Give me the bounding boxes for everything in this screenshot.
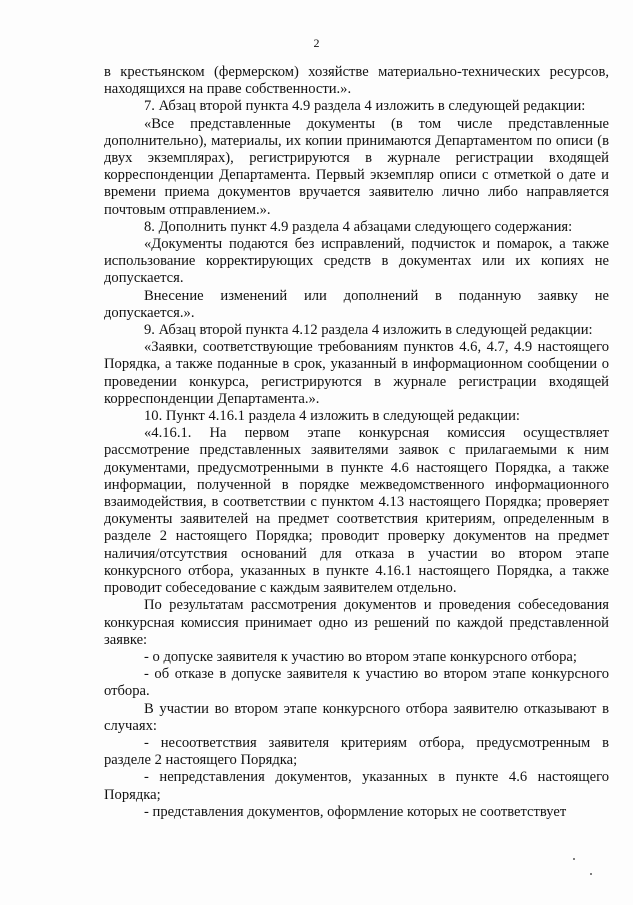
paragraph: Внесение изменений или дополнений в поданную заявку не допускается.». (104, 287, 609, 321)
scan-speck (590, 873, 592, 875)
paragraph: «Документы подаются без исправлений, подчисток и помарок, а также использование корректирующих средств в документах или их копиях не допускается. (104, 236, 609, 287)
paragraph: 10. Пункт 4.16.1 раздела 4 изложить в следующей редакции: (144, 408, 520, 425)
paragraph: - несоответствия заявителя критериям отбора, предусмотренным в разделе 2 настоящего Порядка; (104, 734, 609, 769)
paragraph: 7. Абзац второй пункта 4.9 раздела 4 изложить в следующей редакции: (144, 98, 586, 115)
page-number: 2 (313, 36, 320, 50)
paragraph: «4.16.1. На первом этапе конкурсная комиссия осуществляет рассмотрение представленных заявителями заявок с прилагаемыми к ним документами, предусмотренными в пункте 4.6 настоящего Порядка, а также информации, полученной в порядке межведомственного информационного взаимодействия, в соответствии с пунктом 4.13 настоящего Порядка; проверяет документы заявителей на предмет соответствия критериям, определенным в разделе 2 настоящего Порядка; проводит проверку документов на предмет наличия/отсутствия оснований для отказа в участии во втором этапе конкурсного отбора, указанных в пункте 4.16.1 настоящего Порядка, а также проводит собеседование с каждым заявителем отдельно. (104, 425, 609, 597)
paragraph: - представления документов, оформление которых не соответствует (144, 803, 567, 820)
paragraph: В участии во втором этапе конкурсного отбора заявителю отказывают в случаях: (104, 700, 609, 734)
document-body (104, 64, 609, 821)
paragraph: в крестьянском (фермерском) хозяйстве материально-технических ресурсов, находящихся на праве собственности.». (104, 64, 609, 98)
paragraph: - об отказе в допуске заявителя к участию во втором этапе конкурсного отбора. (104, 666, 609, 700)
scan-speck (573, 858, 575, 860)
paragraph: 8. Дополнить пункт 4.9 раздела 4 абзацами следующего содержания: (144, 218, 573, 235)
paragraph: - о допуске заявителя к участию во втором этапе конкурсного отбора; (144, 648, 577, 665)
paragraph: По результатам рассмотрения документов и проведения собеседования конкурсная комиссия принимает одно из решений по каждой представленной заявке: (104, 597, 609, 648)
paragraph: «Заявки, соответствующие требованиям пунктов 4.6, 4.7, 4.9 настоящего Порядка, а также поданные в срок, указанный в информационном сообщении о проведении конкурса, регистрируются в журнале регистрации входящей корреспонденции Департамента.». (104, 339, 609, 407)
paragraph: «Все представленные документы (в том числе представленные дополнительно), материалы, их копии принимаются Департаментом по описи (в двух экземплярах), регистрируются в журнале регистрации входящей корреспонденции Департамента. Первый экземпляр описи с отметкой о дате и времени приема документов вручается заявителю лично либо направляется почтовым отправлением.». (104, 115, 609, 218)
paragraph: 9. Абзац второй пункта 4.12 раздела 4 изложить в следующей редакции: (144, 322, 593, 339)
paragraph: - непредставления документов, указанных в пункте 4.6 настоящего Порядка; (104, 769, 609, 803)
